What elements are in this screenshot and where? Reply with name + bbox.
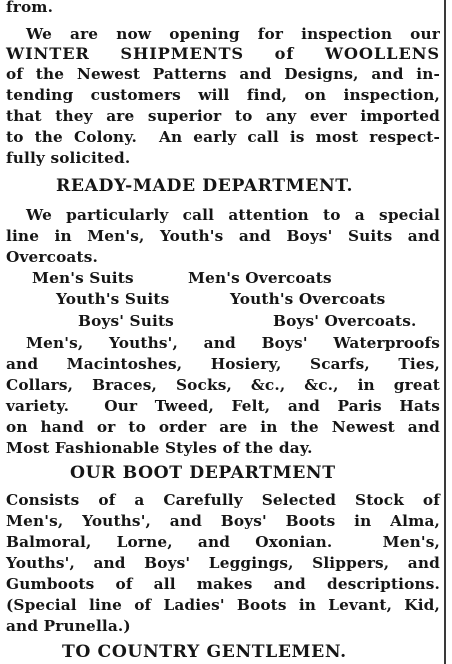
text-line: to the Colony. An early call is most respect- — [6, 128, 440, 146]
text-line: variety. Our Tweed, Felt, and Paris Hats — [6, 397, 440, 415]
text-line: We particularly call attention to a special — [26, 206, 440, 224]
item-label: Boys' Overcoats. — [273, 312, 417, 330]
text-line: Overcoats. — [6, 248, 98, 266]
text-line: WINTER SHIPMENTS of WOOLLENS — [6, 44, 440, 63]
text-line: of the Newest Patterns and Designs, and in- — [6, 65, 440, 83]
text-line: Consists of a Carefully Selected Stock of — [6, 491, 440, 509]
section-heading: READY-MADE DEPARTMENT. — [56, 176, 354, 196]
text-line: that they are superior to any ever imported — [6, 107, 440, 125]
text-line: Men's, Youths', and Boys' Waterproofs — [26, 334, 440, 352]
section-heading: OUR BOOT DEPARTMENT — [70, 463, 336, 483]
section-heading: TO COUNTRY GENTLEMEN. — [62, 642, 347, 662]
text-line: Youths', and Boys' Leggings, Slippers, and — [6, 554, 440, 572]
text-line: fully solicited. — [6, 149, 131, 167]
text-line: Men's, Youths', and Boys' Boots in Alma, — [6, 512, 440, 530]
item-label: Boys' Suits — [78, 312, 174, 330]
text-line: and Macintoshes, Hosiery, Scarfs, Ties, — [6, 355, 440, 373]
text-line: Gumboots of all makes and descriptions. — [6, 575, 440, 593]
text-line: Balmoral, Lorne, and Oxonian. Men's, — [6, 533, 440, 551]
item-label: Men's Overcoats — [188, 269, 332, 287]
text-line: on hand or to order are in the Newest and — [6, 418, 440, 436]
column-rule — [444, 0, 446, 664]
text-line: tending customers will find, on inspection, — [6, 86, 440, 104]
text-line: We are now opening for inspection our — [26, 25, 440, 43]
text-line: (Special line of Ladies' Boots in Levant, Kid, — [6, 596, 440, 614]
text-line: line in Men's, Youth's and Boys' Suits and — [6, 227, 440, 245]
text-line: Most Fashionable Styles of the day. — [6, 439, 313, 457]
text-line: from. — [6, 0, 54, 16]
item-label: Men's Suits — [32, 269, 134, 287]
text-line: and Prunella.) — [6, 617, 131, 635]
item-label: Youth's Overcoats — [230, 290, 386, 308]
item-label: Youth's Suits — [56, 290, 170, 308]
text-line: Collars, Braces, Socks, &c., &c., in great — [6, 376, 440, 394]
